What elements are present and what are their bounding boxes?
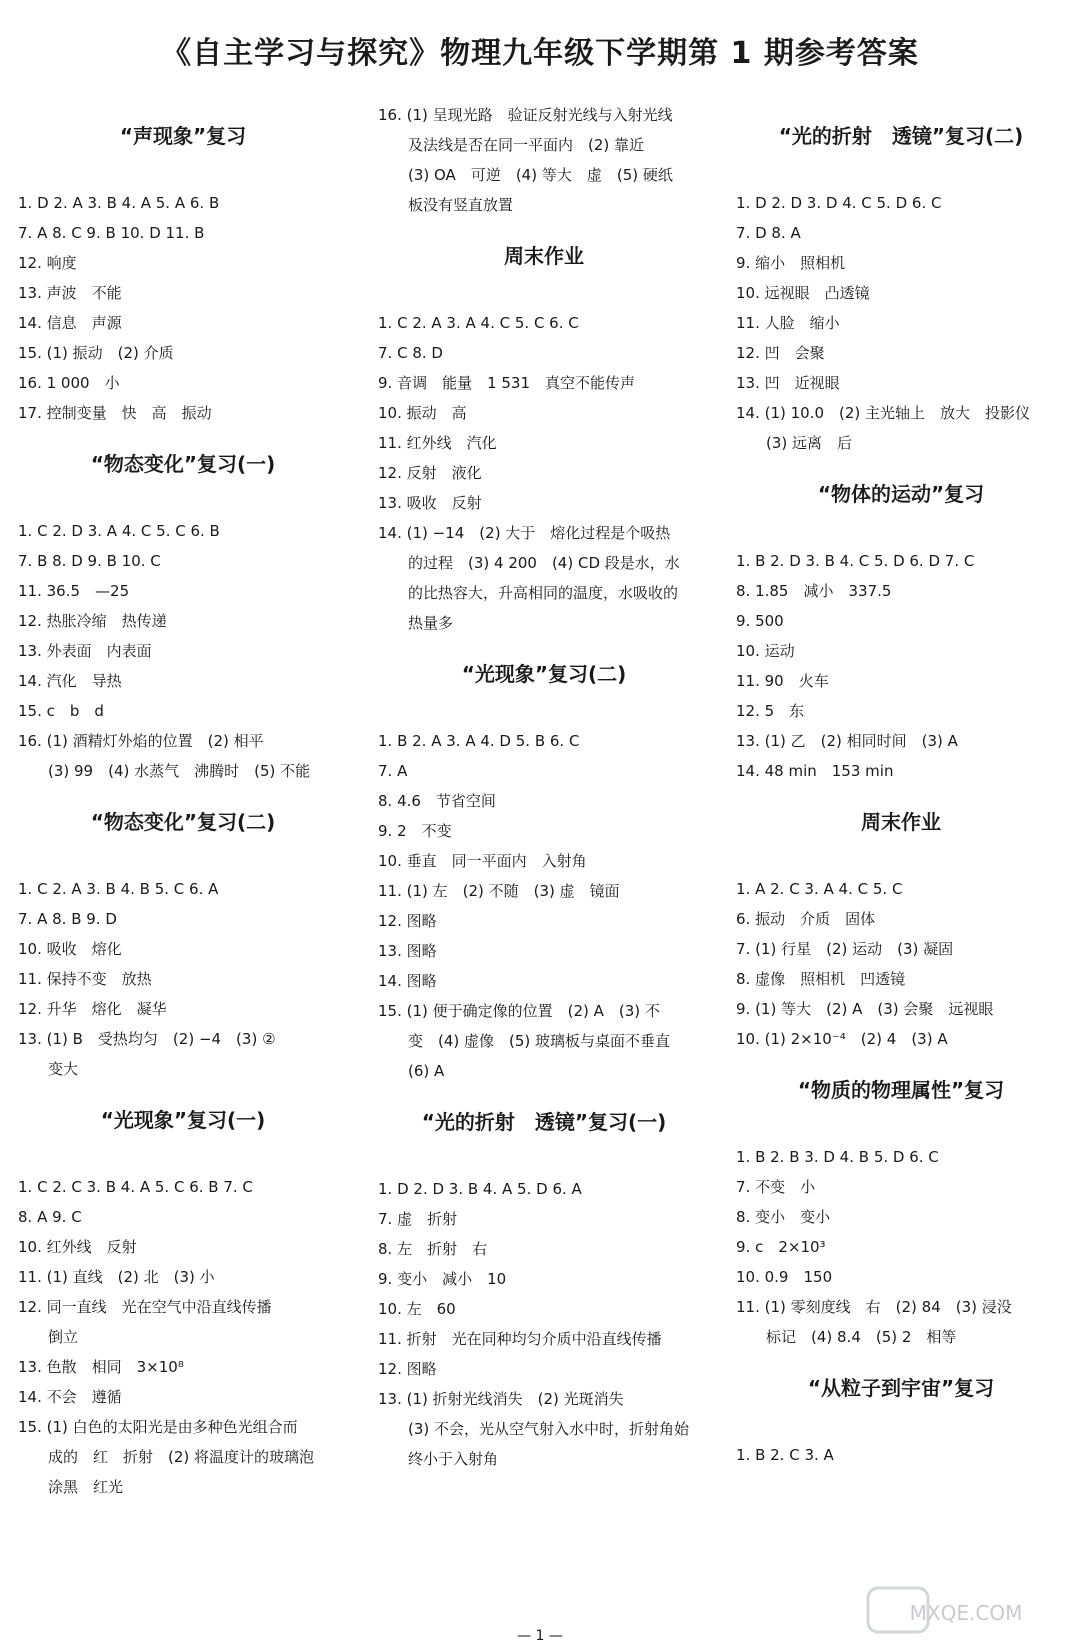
answer-line: 热量多	[408, 614, 454, 632]
section-heading: “从粒子到宇宙”复习	[807, 1376, 995, 1400]
answer-line: 16. 1 000 小	[18, 374, 120, 392]
section-heading: “物态变化”复习(一)	[90, 452, 276, 476]
answer-line: 变大	[48, 1060, 79, 1078]
answer-line: 8. 左 折射 右	[378, 1240, 488, 1258]
answer-line: 倒立	[48, 1328, 79, 1346]
answer-line: 14. 信息 声源	[18, 314, 122, 332]
answer-line: 变 (4) 虚像 (5) 玻璃板与桌面不垂直	[408, 1032, 671, 1050]
answer-line: (3) 99 (4) 水蒸气 沸腾时 (5) 不能	[48, 762, 311, 780]
watermark-logo-icon	[866, 1582, 1066, 1638]
answer-line: 的过程 (3) 4 200 (4) CD 段是水，水	[408, 554, 680, 572]
answer-line: 7. B 8. D 9. B 10. C	[18, 552, 161, 570]
answer-line: 7. 不变 小	[736, 1178, 816, 1196]
answer-line: 11. (1) 零刻度线 右 (2) 84 (3) 浸没	[736, 1298, 1012, 1316]
answer-line: 10. 垂直 同一平面内 入射角	[378, 852, 587, 870]
answer-line: 1. D 2. D 3. B 4. A 5. D 6. A	[378, 1180, 582, 1198]
answer-line: 6. 振动 介质 固体	[736, 910, 876, 928]
answer-line: 7. A 8. C 9. B 10. D 11. B	[18, 224, 205, 242]
answer-section	[378, 100, 710, 220]
watermark-text: MXQE.COM	[909, 1601, 1023, 1625]
answer-line: 15. (1) 振动 (2) 介质	[18, 344, 174, 362]
answer-line: 10. (1) 2×10⁻⁴ (2) 4 (3) A	[736, 1030, 948, 1048]
answer-line: 13. (1) 乙 (2) 相同时间 (3) A	[736, 732, 958, 750]
answer-line: 板没有竖直放置	[408, 196, 514, 214]
answer-line: 13. 图略	[378, 942, 437, 960]
answer-line: 13. 凹 近视眼	[736, 374, 840, 392]
section-heading: 周末作业	[861, 810, 941, 834]
section-heading: 周末作业	[504, 244, 584, 268]
answer-line: 12. 同一直线 光在空气中沿直线传播	[18, 1298, 272, 1316]
answer-line: 13. 吸收 反射	[378, 494, 482, 512]
page-title: 《自主学习与探究》物理九年级下学期第 1 期参考答案	[161, 36, 919, 71]
answer-section	[736, 122, 1066, 458]
answer-line: 14. (1) 10.0 (2) 主光轴上 放大 投影仪	[736, 404, 1031, 422]
answer-line: 13. 色散 相同 3×10⁸	[18, 1358, 184, 1376]
answer-line: 10. 0.9 150	[736, 1268, 833, 1286]
section-heading: “物体的运动”复习	[817, 482, 985, 506]
answer-line: 15. (1) 便于确定像的位置 (2) A (3) 不	[378, 1002, 660, 1020]
answer-section	[18, 122, 348, 428]
section-heading: “光的折射 透镜”复习(一)	[421, 1110, 667, 1134]
answer-line: 9. (1) 等大 (2) A (3) 会聚 远视眼	[736, 1000, 994, 1018]
answer-line: 1. C 2. A 3. A 4. C 5. C 6. C	[378, 314, 579, 332]
answer-line: 7. 虚 折射	[378, 1210, 458, 1228]
answer-line: 15. (1) 白色的太阳光是由多种色光组合而	[18, 1418, 298, 1436]
answer-line: 10. 运动	[736, 642, 795, 660]
answer-line: 9. c 2×10³	[736, 1238, 826, 1256]
answer-line: 16. (1) 酒精灯外焰的位置 (2) 相平	[18, 732, 264, 750]
section-heading: “光的折射 透镜”复习(二)	[778, 124, 1024, 148]
answer-line: 11. 人脸 缩小	[736, 314, 840, 332]
section-heading: “光现象”复习(二)	[461, 662, 627, 686]
answer-line: 1. B 2. D 3. B 4. C 5. D 6. D 7. C	[736, 552, 975, 570]
answer-line: 7. D 8. A	[736, 224, 801, 242]
section-heading: “物质的物理属性”复习	[797, 1078, 1005, 1102]
answer-line: (6) A	[408, 1062, 445, 1080]
answer-line: 10. 红外线 反射	[18, 1238, 137, 1256]
answer-line: 8. A 9. C	[18, 1208, 82, 1226]
answer-line: 及法线是否在同一平面内 (2) 靠近	[408, 136, 645, 154]
answer-line: 1. B 2. B 3. D 4. B 5. D 6. C	[736, 1148, 939, 1166]
answer-line: 9. 2 不变	[378, 822, 452, 840]
page-number: — 1 —	[517, 1628, 563, 1644]
answer-line: 的比热容大，升高相同的温度，水吸收的	[408, 584, 679, 602]
answer-line: 7. (1) 行星 (2) 运动 (3) 凝固	[736, 940, 954, 958]
answer-line: 成的 红 折射 (2) 将温度计的玻璃泡	[48, 1448, 315, 1466]
answer-line: 7. C 8. D	[378, 344, 443, 362]
answer-line: 12. 图略	[378, 912, 437, 930]
answer-section	[736, 1076, 1066, 1352]
answer-line: 1. A 2. C 3. A 4. C 5. C	[736, 880, 903, 898]
answer-line: 13. (1) B 受热均匀 (2) −4 (3) ②	[18, 1030, 276, 1048]
section-heading: “物态变化”复习(二)	[90, 810, 276, 834]
answer-section	[736, 808, 1066, 1054]
answer-line: 15. c b d	[18, 702, 104, 720]
answer-line: 8. 4.6 节省空间	[378, 792, 496, 810]
answer-section	[736, 1374, 1066, 1470]
answer-line: 12. 升华 熔化 凝华	[18, 1000, 167, 1018]
answer-line: (3) 不会，光从空气射入水中时，折射角始	[408, 1420, 690, 1438]
answer-line: 13. (1) 折射光线消失 (2) 光斑消失	[378, 1390, 624, 1408]
answer-line: 1. C 2. A 3. B 4. B 5. C 6. A	[18, 880, 219, 898]
answer-column-3	[736, 100, 1066, 1470]
answer-line: 标记 (4) 8.4 (5) 2 相等	[766, 1328, 957, 1346]
answer-line: 8. 变小 变小	[736, 1208, 831, 1226]
answer-line: 1. C 2. D 3. A 4. C 5. C 6. B	[18, 522, 220, 540]
answer-line: 1. D 2. A 3. B 4. A 5. A 6. B	[18, 194, 220, 212]
answer-line: 14. (1) −14 (2) 大于 熔化过程是个吸热	[378, 524, 671, 542]
answer-line: 14. 汽化 导热	[18, 672, 122, 690]
answer-line: 10. 远视眼 凸透镜	[736, 284, 870, 302]
answer-line: (3) OA 可逆 (4) 等大 虚 (5) 硬纸	[408, 166, 673, 184]
answer-section	[378, 660, 710, 1086]
answer-line: 10. 吸收 熔化	[18, 940, 122, 958]
answer-line: 17. 控制变量 快 高 振动	[18, 404, 212, 422]
answer-line: 12. 热胀冷缩 热传递	[18, 612, 167, 630]
answer-line: 7. A	[378, 762, 408, 780]
answer-line: 8. 虚像 照相机 凹透镜	[736, 970, 906, 988]
answer-line: 终小于入射角	[408, 1450, 499, 1468]
answer-line: 11. (1) 直线 (2) 北 (3) 小	[18, 1268, 215, 1286]
answer-line: 11. 折射 光在同种均匀介质中沿直线传播	[378, 1330, 662, 1348]
section-heading: “声现象”复习	[119, 124, 247, 148]
answer-line: 14. 图略	[378, 972, 437, 990]
answer-section	[736, 480, 1066, 786]
answer-section	[18, 1106, 348, 1502]
answer-line: 11. 36.5 —25	[18, 582, 130, 600]
answer-line: 9. 缩小 照相机	[736, 254, 846, 272]
answer-line: 1. D 2. D 3. D 4. C 5. D 6. C	[736, 194, 942, 212]
answer-line: 9. 音调 能量 1 531 真空不能传声	[378, 374, 636, 392]
answer-line: 9. 变小 减小 10	[378, 1270, 507, 1288]
answer-line: 13. 声波 不能	[18, 284, 122, 302]
answer-line: 涂黑 红光	[48, 1478, 124, 1496]
answer-line: 1. B 2. A 3. A 4. D 5. B 6. C	[378, 732, 580, 750]
answer-line: 12. 图略	[378, 1360, 437, 1378]
answer-line: 9. 500	[736, 612, 784, 630]
answer-line: 1. B 2. C 3. A	[736, 1446, 834, 1464]
answer-column-1	[18, 100, 348, 1502]
answer-line: 13. 外表面 内表面	[18, 642, 152, 660]
answer-line: 14. 不会 遵循	[18, 1388, 122, 1406]
answer-line: 10. 振动 高	[378, 404, 467, 422]
answer-line: 8. 1.85 减小 337.5	[736, 582, 892, 600]
answer-section	[378, 1108, 710, 1474]
answer-line: 11. 保持不变 放热	[18, 970, 152, 988]
answer-column-2	[378, 100, 710, 1474]
answer-section	[18, 808, 348, 1084]
answer-line: 12. 反射 液化	[378, 464, 482, 482]
answer-section	[18, 450, 348, 786]
answer-section	[378, 242, 710, 638]
answer-line: 12. 5 东	[736, 702, 805, 720]
answer-line: 11. 90 火车	[736, 672, 829, 690]
answer-line: 10. 左 60	[378, 1300, 456, 1318]
answer-line: 12. 凹 会聚	[736, 344, 825, 362]
answer-line: 11. 红外线 汽化	[378, 434, 497, 452]
answer-line: 11. (1) 左 (2) 不随 (3) 虚 镜面	[378, 882, 620, 900]
answer-line: 1. C 2. C 3. B 4. A 5. C 6. B 7. C	[18, 1178, 253, 1196]
answer-line: 14. 48 min 153 min	[736, 762, 894, 780]
answer-line: 12. 响度	[18, 254, 77, 272]
answer-line: 7. A 8. B 9. D	[18, 910, 117, 928]
section-heading: “光现象”复习(一)	[100, 1108, 266, 1132]
answer-line: (3) 远离 后	[766, 434, 853, 452]
answer-line: 16. (1) 呈现光路 验证反射光线与入射光线	[378, 106, 673, 124]
